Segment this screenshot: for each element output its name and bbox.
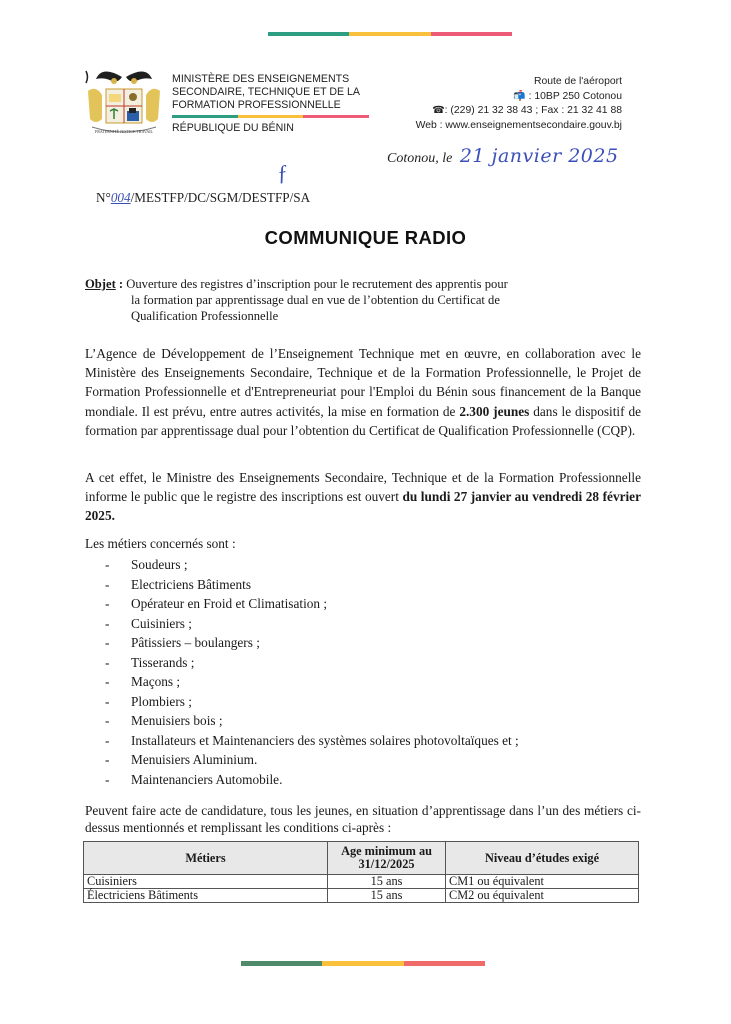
list-item: - Maçons ; — [105, 674, 181, 689]
bottom-tricolor-bar — [241, 961, 485, 966]
list-item: - Maintenanciers Automobile. — [105, 771, 283, 787]
bar-yellow — [322, 961, 403, 966]
ministry-header — [172, 73, 369, 135]
cell-age: 15 ans — [328, 889, 446, 903]
ministry-name-line-2: SECONDAIRE, TECHNIQUE ET DE LA — [172, 86, 360, 98]
list-item: - Tisserands ; — [105, 654, 195, 670]
bar-red — [303, 115, 369, 118]
list-item: - Menuisiers Aluminium. — [105, 752, 258, 767]
po-box: 📬 : 10BP 250 Cotonou — [513, 90, 622, 102]
table-row — [84, 875, 639, 889]
cell-metier: Électriciens Bâtiments — [84, 889, 328, 903]
date-line — [387, 145, 619, 167]
header-age: Age minimum au 31/12/2025 — [328, 842, 446, 875]
ref-handwritten-number: 004 — [110, 190, 131, 205]
bar-yellow — [349, 32, 430, 36]
paragraph-intro: L’Agence de Développement de l’Enseignement Technique met en œuvre, en collaboration avec le Ministère des Enseignements Secondaire, Technique et de la Formation Professionnelle, le Projet de Formation Professionnelle et d'Entrepreneuriat pour l'Emploi du Bénin sous financement de la Banque mondiale. Il est prévu, entre autres activités, la mise en formation de 2.300 jeunes dans le dispositif de formation par apprentissage dual pour l’obtention du Certificat de Qualification Professionnelle (CQP). — [85, 346, 641, 438]
ministry-name-line-1: MINISTÈRE DES ENSEIGNEMENTS — [172, 73, 350, 85]
svg-text:FRATERNITÉ JUSTICE TRAVAIL: FRATERNITÉ JUSTICE TRAVAIL — [94, 129, 154, 134]
date-prefix: Cotonou, le — [387, 151, 453, 166]
ref-suffix: /MESTFP/DC/SGM/DESTFP/SA — [130, 190, 311, 205]
bar-green — [241, 961, 322, 966]
metiers-intro: Les métiers concernés sont : — [85, 536, 236, 551]
cell-niveau: CM1 ou équivalent — [446, 875, 639, 889]
website: Web : www.enseignementsecondaire.gouv.bj — [415, 119, 622, 131]
handwritten-date: 21 janvier 2025 — [459, 145, 619, 167]
table-header-row — [84, 842, 639, 875]
phone-fax: ☎: (229) 21 32 38 43 ; Fax : 21 32 41 88 — [432, 105, 622, 117]
list-item: - Cuisiniers ; — [105, 615, 192, 631]
objet-label: Objet — [85, 277, 116, 291]
objet-line-1: Ouverture des registres d’inscription pour le recrutement des apprentis pour — [126, 277, 508, 291]
objet-block: Objet : Ouverture des registres d’inscription pour le recrutement des apprentis pour la formation par apprentissage dual en vue de l’obtention du Certificat de Qualification Professionnelle — [85, 276, 585, 324]
paragraph-eligibility: Peuvent faire acte de candidature, tous les jeunes, en situation d’apprentissage dans l’un des métiers ci-dessus mentionnés et remplissant les conditions ci-après : — [85, 803, 641, 835]
ministry-name-line-3: FORMATION PROFESSIONNELLE — [172, 99, 341, 111]
reference-number — [96, 190, 310, 206]
bar-green — [268, 32, 349, 36]
contact-block — [416, 75, 622, 133]
list-item: - Pâtissiers – boulangers ; — [105, 635, 260, 650]
header-niveau: Niveau d’études exigé — [446, 842, 639, 875]
table-row — [84, 889, 639, 903]
handwritten-initial-mark: ƒ — [275, 159, 290, 186]
bar-red — [404, 961, 485, 966]
bar-red — [431, 32, 512, 36]
document-title: COMMUNIQUE RADIO — [264, 227, 467, 248]
cell-niveau: CM2 ou équivalent — [446, 889, 639, 903]
top-tricolor-bar — [268, 32, 512, 36]
list-item: - Opérateur en Froid et Climatisation ; — [105, 596, 328, 611]
ref-prefix: N° — [96, 190, 111, 205]
republic-name: RÉPUBLIQUE DU BÉNIN — [172, 122, 294, 134]
header-metiers: Métiers — [84, 842, 328, 875]
coat-of-arms-icon — [82, 67, 166, 137]
cell-metier: Cuisiniers — [84, 875, 328, 889]
metiers-list — [105, 555, 519, 789]
objet-line-2: la formation par apprentissage dual en vue de l’obtention du Certificat de — [131, 293, 500, 307]
cell-age: 15 ans — [328, 875, 446, 889]
bar-yellow — [238, 115, 304, 118]
phone-icon: ☎ — [432, 105, 445, 117]
list-item: - Soudeurs ; — [105, 557, 188, 572]
bold-dates: du lundi 27 janvier au vendredi 28 février 2025. — [85, 489, 641, 524]
list-item: - Plombiers ; — [105, 693, 192, 709]
list-item: - Installateurs et Maintenanciers des systèmes solaires photovoltaïques et ; — [105, 732, 519, 748]
list-item: - Menuisiers bois ; — [105, 713, 223, 728]
list-item: - Electriciens Bâtiments — [105, 576, 252, 592]
benin-coat-of-arms-logo — [82, 67, 166, 137]
ministry-tricolor-bar — [172, 115, 369, 118]
requirements-table — [83, 841, 639, 903]
paragraph-registration-dates: A cet effet, le Ministre des Enseignements Secondaire, Technique et de la Formation Professionnelle informe le public que le registre des inscriptions est ouvert du lundi 27 janvier au vendredi 28 février 2025. — [85, 470, 641, 524]
bar-green — [172, 115, 238, 118]
objet-line-3: Qualification Professionnelle — [131, 309, 279, 323]
mailbox-icon: 📬 — [513, 90, 526, 102]
bold-count: 2.300 jeunes — [459, 403, 530, 419]
address: Route de l'aéroport — [533, 76, 622, 87]
